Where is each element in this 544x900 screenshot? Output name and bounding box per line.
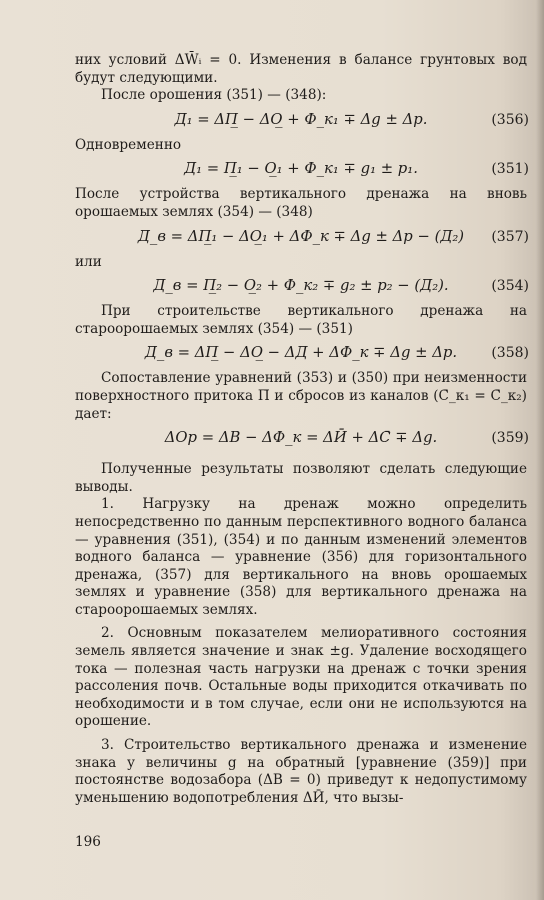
equation-356-number: (356) [491, 111, 529, 128]
equation-359-number: (359) [491, 430, 529, 447]
paragraph-conclusion-3: 3. Строительство вертикального дренажа и изменение знака у величины g на обратный [уравнение (359)] при постоянстве водозабора (ΔB = 0) приведут к недопустимому уменьшению водопотребления ΔӢ, что вызы- [75, 737, 527, 806]
paragraph-old-irrigated: При строительстве вертикального дренажа на староорошаемых землях (354) — (351) [75, 303, 527, 337]
equation-351 [75, 158, 527, 180]
paragraph-simultaneously: Одновременно [75, 136, 182, 153]
equation-359-body: ΔОр = ΔВ − ΔФ_к = ΔӢ + ΔС̄ ∓ Δg. [164, 429, 438, 447]
paragraph-conclusion-2: 2. Основным показателем мелиоративного состояния земель является значение и знак ±g. Удаление восходящего тока — полезная часть нагрузки на дренаж с точки зрения рассоления почв. Остальные воды приходится откачивать по необходимости и в том случае, если они не используются на орошение. [75, 625, 527, 730]
equation-354-body: Д_в = П̲₂ − О̲₂ + Ф_к₂ ∓ g₂ ± p₂ − (Д₂). [153, 277, 449, 295]
equation-359 [75, 427, 527, 449]
equation-357-body: Д_в = ΔП̲₁ − ΔО̲₁ + ΔФ_к ∓ Δg ± Δp − (Д₂) [137, 227, 465, 245]
equation-358-body: Д_в = ΔП̲ − ΔО̲ − ΔД + ΔФ_к ∓ Δg ± Δp. [144, 344, 458, 362]
equation-351-body: Д₁ = П̲₁ − О̲₁ + Ф_к₁ ∓ g₁ ± p₁. [184, 160, 418, 178]
page-number: 196 [75, 834, 101, 850]
equation-358 [75, 342, 527, 364]
page-text [75, 52, 527, 807]
equation-354 [75, 275, 527, 297]
equation-351-number: (351) [491, 161, 529, 178]
equation-358-number: (358) [491, 345, 529, 362]
paragraph-comparison: Сопоставление уравнений (353) и (350) при неизменности поверхностного притока П̄ и сбросов из каналов (С̄_к₁ = С̄_к₂) дает: [75, 370, 527, 422]
equation-354-number: (354) [491, 278, 529, 295]
equation-356-body: Д₁ = ΔП̲ − ΔО̲ + Ф_к₁ ∓ Δg ± Δp. [174, 110, 428, 128]
paragraph-after-irrigation: После орошения (351) — (348): [101, 87, 327, 104]
equation-357-number: (357) [491, 228, 529, 245]
equation-356 [75, 109, 527, 131]
equation-357 [75, 226, 527, 248]
paragraph-conclusions: Полученные результаты позволяют сделать следующие выводы. [75, 461, 527, 495]
paragraph-after-vertical-drainage: После устройства вертикального дренажа на вновь орошаемых землях (354) — (348) [75, 186, 527, 220]
paragraph-or: или [75, 253, 102, 270]
page-edge-shadow [536, 0, 544, 900]
paragraph-0: них условий ΔW̄ᵢ = 0. Изменения в балансе грунтовых вод будут следующими. [75, 52, 527, 86]
paragraph-conclusion-1: 1. Нагрузку на дренаж можно определить непосредственно по данным перспективного водного баланса — уравнения (351), (354) и по данным изменений элементов водного баланса — уравнение (356) для горизонтального дренажа, (357) для вертикального на вновь орошаемых землях и уравнение (358) для вертикального дренажа на староорошаемых землях. [75, 496, 527, 618]
